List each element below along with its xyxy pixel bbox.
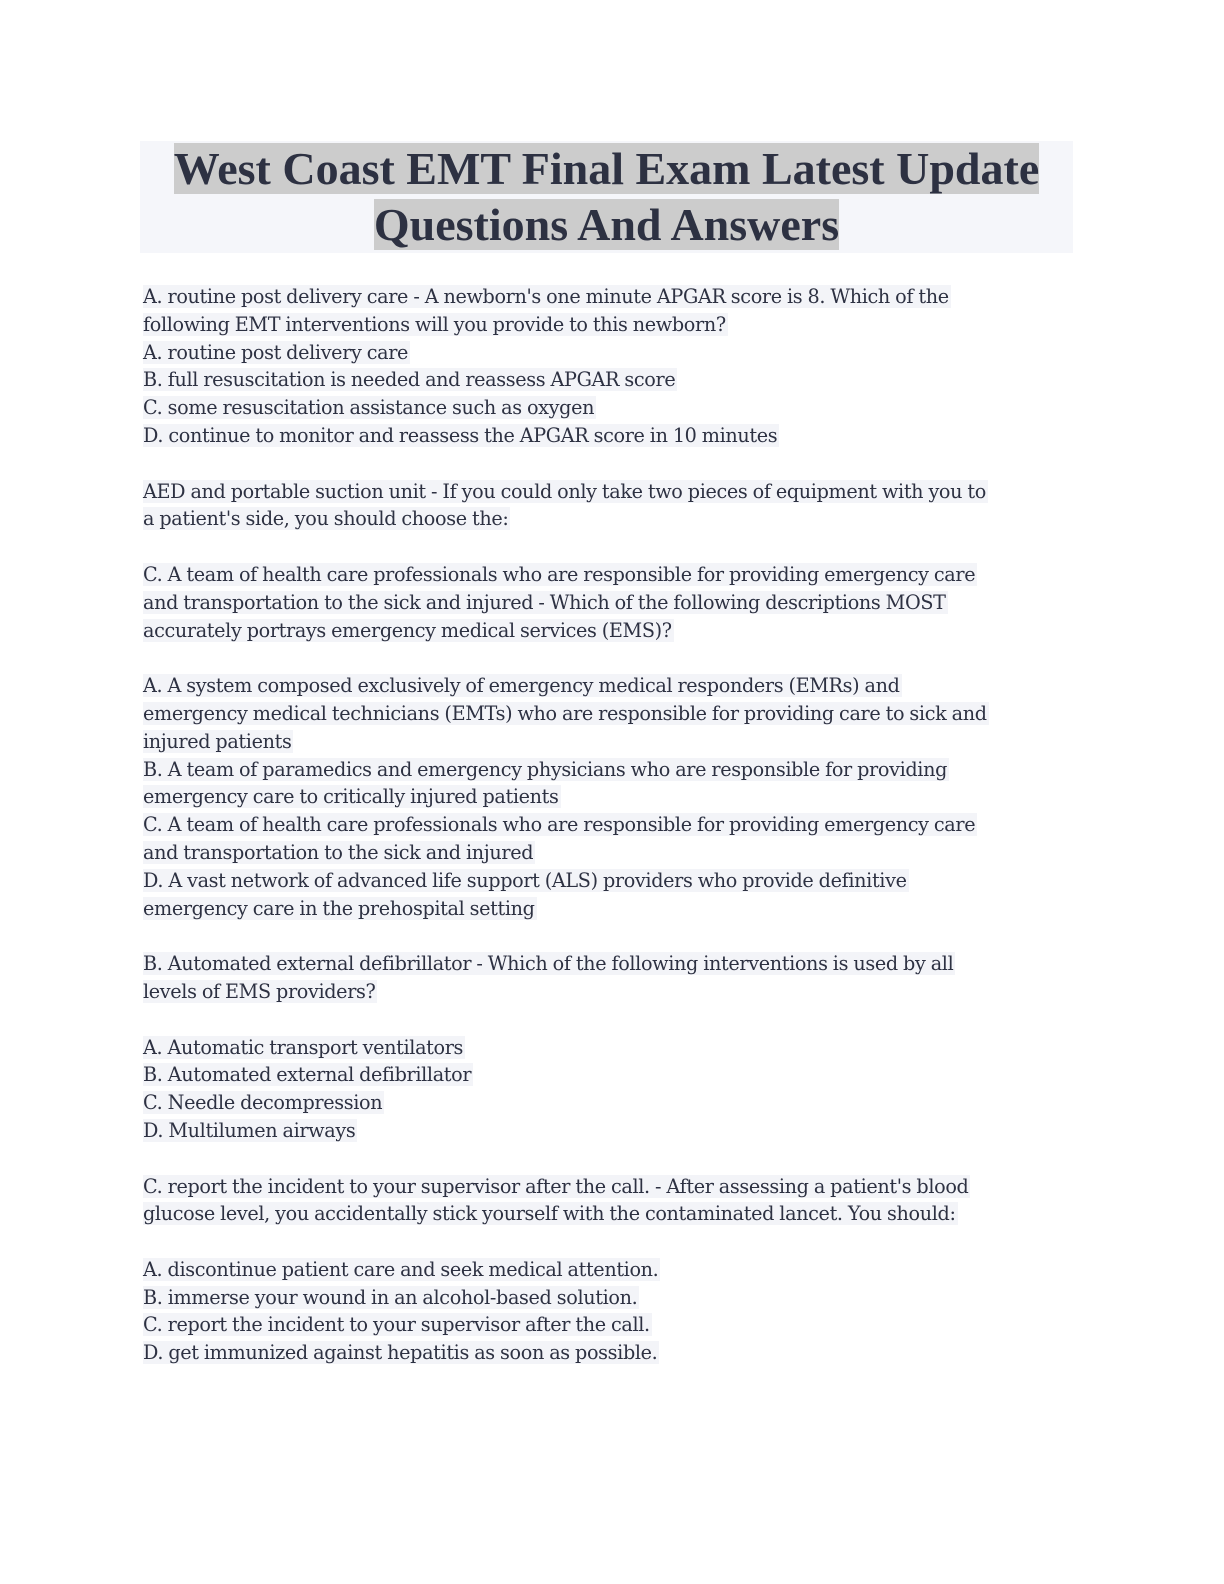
spacer [143,1006,1073,1034]
answer-option: injured patients [143,729,292,753]
qa-content [143,283,1073,1367]
answer-option: B. full resuscitation is needed and reassess APGAR score [143,368,676,392]
title-line-1: West Coast EMT Final Exam Latest Update [173,143,1040,194]
answer-option: emergency medical technicians (EMTs) who are responsible for providing care to sick and [143,701,987,725]
answer-option: D. A vast network of advanced life support (ALS) providers who provide definitive [143,868,907,892]
spacer [143,922,1073,950]
qa-block-3 [143,561,1073,922]
question-text: following EMT interventions will you provide to this newborn? [143,312,726,336]
question-text: C. A team of health care professionals who are responsible for providing emergency care [143,562,976,586]
answer-option: A. routine post delivery care [143,340,409,364]
question-text: and transportation to the sick and injured - Which of the following descriptions MOST [143,590,946,614]
question-text: AED and portable suction unit - If you could only take two pieces of equipment with you to [143,479,986,503]
question-text: C. report the incident to your supervisor after the call. - After assessing a patient's blood [143,1174,969,1198]
question-text: A. routine post delivery care - A newborn's one minute APGAR score is 8. Which of the [143,285,949,308]
answer-option: C. report the incident to your supervisor after the call. [143,1313,650,1337]
spacer [143,644,1073,672]
answer-option: D. get immunized against hepatitis as soon as possible. [143,1341,658,1365]
document-title [140,141,1073,253]
question-text: B. Automated external defibrillator - Which of the following interventions is used by all [143,952,954,976]
question-text: glucose level, you accidentally stick yourself with the contaminated lancet. You should: [143,1202,956,1226]
answer-option: A. A system composed exclusively of emergency medical responders (EMRs) and [143,674,900,698]
answer-option: D. Multilumen airways [143,1118,356,1142]
qa-block-2 [143,478,1073,534]
answer-option: C. A team of health care professionals who are responsible for providing emergency care [143,813,976,837]
qa-block-5 [143,1173,1073,1368]
question-text: accurately portrays emergency medical services (EMS)? [143,618,672,642]
answer-option: emergency care in the prehospital setting [143,896,535,920]
answer-option: A. Automatic transport ventilators [143,1035,464,1059]
answer-option: B. A team of paramedics and emergency physicians who are responsible for providing [143,757,948,781]
qa-block-1 [143,283,1073,450]
answer-option: B. immerse your wound in an alcohol-based solution. [143,1285,638,1309]
spacer [143,533,1073,561]
answer-option: emergency care to critically injured patients [143,785,559,809]
answer-option: A. discontinue patient care and seek medical attention. [143,1257,659,1281]
spacer [143,450,1073,478]
spacer [143,1228,1073,1256]
title-line-2: Questions And Answers [373,199,840,250]
answer-option: C. some resuscitation assistance such as oxygen [143,396,595,420]
question-text: levels of EMS providers? [143,979,376,1003]
answer-option: B. Automated external defibrillator [143,1063,472,1087]
spacer [143,1145,1073,1173]
answer-option: and transportation to the sick and injured [143,840,534,864]
answer-option: D. continue to monitor and reassess the APGAR score in 10 minutes [143,423,778,447]
question-text: a patient's side, you should choose the: [143,507,509,531]
qa-block-4 [143,950,1073,1145]
answer-option: C. Needle decompression [143,1091,383,1115]
